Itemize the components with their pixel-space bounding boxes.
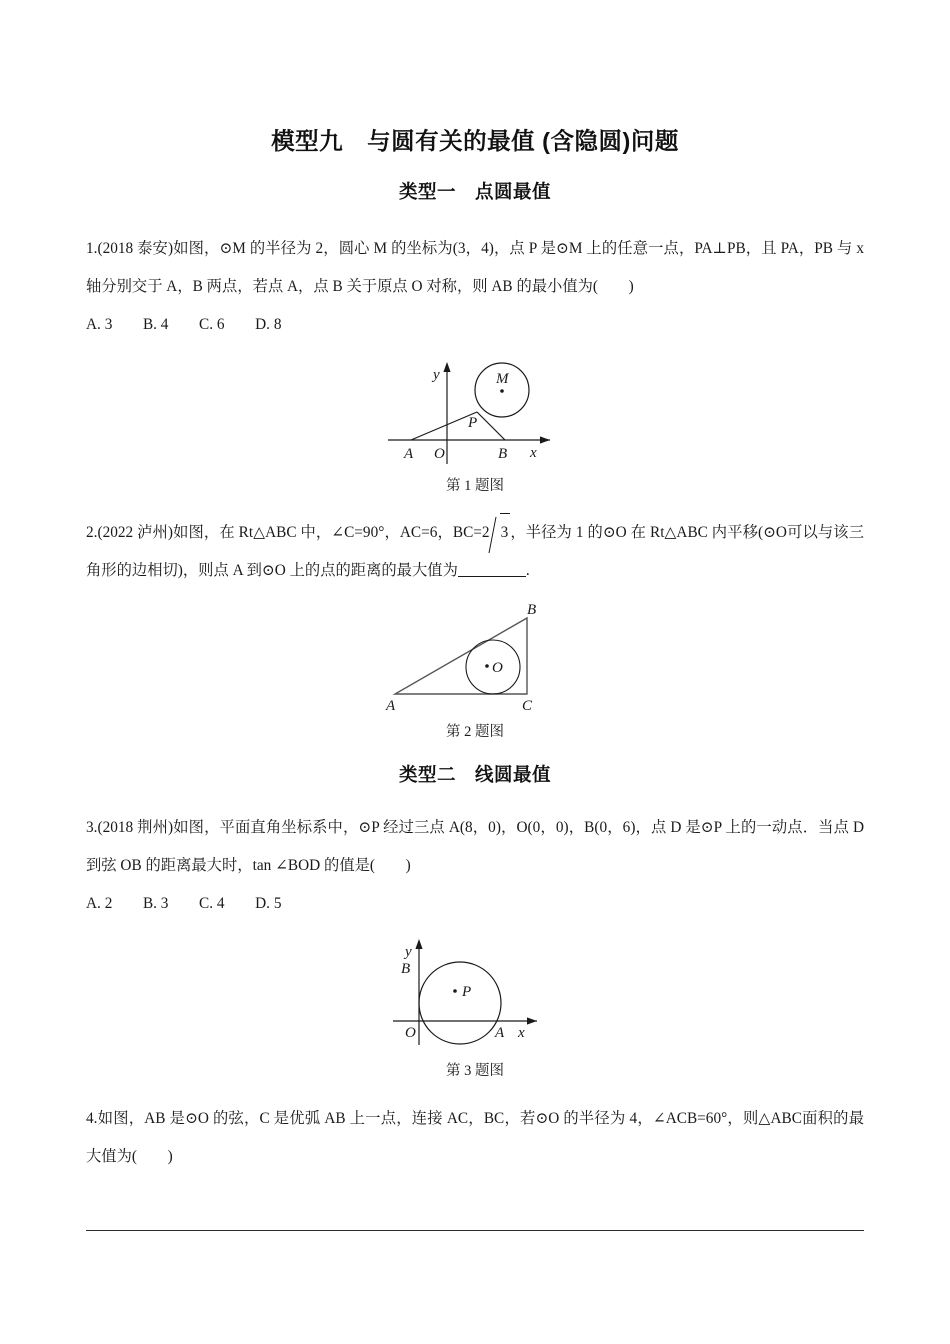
answer-blank-question-2[interactable] — [458, 576, 526, 577]
figure-1-segment-pb — [477, 412, 505, 440]
figure-1-center-m-dot — [500, 389, 504, 393]
question-3-line-2: 点．当点 D 到弦 OB 的距离最大时，tan ∠BOD 的值是( ) — [86, 819, 865, 874]
figure-3-y-arrow — [415, 939, 422, 949]
question-3-number: 3. — [86, 819, 98, 836]
figure-2-center-o-dot — [485, 664, 489, 668]
question-1-options: A. 3 B. 4 C. 6 D. 8 — [86, 316, 282, 333]
question-4-line-1: 如图，AB 是⊙O 的弦，C 是优弧 AB 上一点，连接 AC，BC，若⊙O 的半径为 4，∠ACB=60°，则△ABC — [97, 1110, 802, 1127]
section-heading-type-1: 类型一 点圆最值 — [398, 181, 551, 202]
question-2-line-1: 如图，在 Rt△ABC 中，∠C=90°，AC=6，BC=2 — [173, 524, 490, 541]
figure-1-label-y-axis: y — [433, 367, 440, 383]
question-3-source: (2018 荆州) — [97, 819, 174, 836]
figure-1-y-arrow — [443, 362, 450, 372]
figure-2-label-a: A — [386, 698, 396, 712]
question-4-line-2: 面积的最大值为( ) — [86, 1110, 864, 1165]
figure-3-label-b: B — [401, 961, 411, 977]
figure-2-diagram — [375, 600, 575, 712]
page-title: 模型九 与圆有关的最值 (含隐圆)问题 — [271, 128, 679, 154]
figure-2-label-b: B — [527, 602, 537, 618]
question-2-line-2-end: . — [525, 562, 530, 579]
figure-3-x-arrow — [527, 1017, 537, 1024]
figure-2-label-c: C — [522, 698, 533, 712]
figure-2-container — [86, 590, 864, 712]
figure-2-triangle-abc — [395, 618, 527, 694]
figure-3-center-p-dot — [453, 989, 457, 993]
radicand-value: 3 — [500, 513, 511, 552]
figure-1-label-b: B — [498, 446, 508, 462]
question-1-source: (2018 泰安) — [97, 240, 174, 257]
question-1-number: 1. — [86, 240, 98, 257]
figure-3-label-p: P — [462, 984, 472, 1000]
figure-3-caption: 第 3 题图 — [446, 1063, 504, 1079]
question-3-text — [86, 787, 864, 885]
figure-3-circle-p — [419, 962, 501, 1044]
figure-1-x-arrow — [540, 436, 550, 443]
figure-1-label-p: P — [468, 415, 478, 431]
figure-3-diagram — [385, 931, 565, 1051]
square-root-symbol — [491, 513, 511, 552]
question-3-line-1: 如图，平面直角坐标系中，⊙P 经过三点 A(8，0)，O(0，0)，B(0，6)，点 D 是⊙P 上的一动 — [173, 819, 788, 836]
question-2-number: 2. — [86, 524, 98, 541]
question-2-source: (2022 泸州) — [97, 524, 174, 541]
figure-1-container — [86, 342, 864, 466]
figure-2-label-o: O — [492, 660, 503, 676]
figure-2-caption: 第 2 题图 — [446, 724, 504, 740]
figure-3-label-x-axis: x — [518, 1025, 525, 1041]
figure-1-diagram — [380, 354, 570, 466]
question-3-options: A. 2 B. 3 C. 4 D. 5 — [86, 895, 282, 912]
question-2-text — [86, 495, 864, 590]
figure-1-label-x-axis: x — [530, 445, 537, 461]
question-2-line-2: 可以与该三角形的边相切)，则点 A 到⊙O 上的点的距离的最大值为 — [86, 524, 865, 579]
figure-3-label-y-axis: y — [405, 944, 412, 960]
question-1-line-2: PB 与 x 轴分别交于 A，B 两点，若点 A，点 B 关于原点 O 对称，则 AB 的最小值为( ) — [86, 240, 864, 295]
figure-3-label-a: A — [495, 1025, 505, 1041]
footer-divider — [86, 1230, 864, 1231]
figure-1-label-a: A — [404, 446, 414, 462]
figure-1-caption: 第 1 题图 — [446, 478, 504, 494]
question-4-text — [86, 1080, 864, 1176]
figure-3-label-o: O — [405, 1025, 416, 1041]
question-1-text — [86, 204, 864, 306]
question-2-line-1b: ，半径为 1 的⊙O 在 Rt△ABC 内平移(⊙O — [510, 524, 787, 541]
figure-1-label-o: O — [434, 446, 445, 462]
section-heading-type-2: 类型二 线圆最值 — [398, 764, 551, 785]
page-content — [86, 0, 864, 1176]
question-1-line-1: 如图，⊙M 的半径为 2，圆心 M 的坐标为(3，4)，点 P 是⊙M 上的任意一点，PA⊥PB，且 PA， — [173, 240, 815, 257]
question-4-number: 4. — [86, 1110, 98, 1127]
figure-1-label-m: M — [496, 371, 509, 387]
figure-3-container — [86, 921, 864, 1051]
